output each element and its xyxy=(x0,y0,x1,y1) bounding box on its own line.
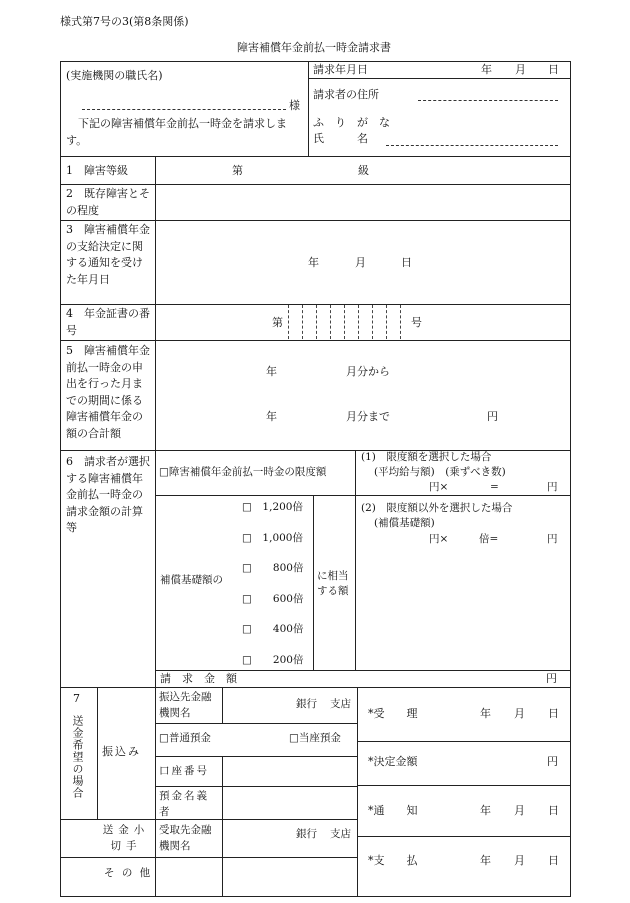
period-to-year[interactable]: 年 xyxy=(266,410,277,423)
org-name-field[interactable] xyxy=(82,109,286,110)
recv-bank-label: 受取先金融機関名 xyxy=(159,824,212,852)
bank-name-field[interactable]: 銀行 xyxy=(296,698,317,710)
row7-label: 送金希望の場合 xyxy=(71,715,84,799)
multiple-1000[interactable]: □ 1,000倍 xyxy=(242,532,303,544)
multiple-600[interactable]: □ 600倍 xyxy=(242,593,304,605)
case1-equals: = xyxy=(490,481,499,493)
multiple-200[interactable]: □ 200倍 xyxy=(242,654,304,666)
case1-sub: (平均給与額) (乗ずべき数) xyxy=(374,466,506,478)
period-from-month[interactable]: 月分から xyxy=(346,365,390,378)
notice-year[interactable]: 年 xyxy=(308,256,319,269)
equivalent-amount-label: に相当する額 xyxy=(317,570,349,597)
recv-branch-field[interactable]: 支店 xyxy=(330,828,351,840)
grade-kyu[interactable]: 級 xyxy=(358,164,369,177)
address-field[interactable] xyxy=(418,100,558,101)
grade-dai: 第 xyxy=(232,164,243,177)
toza-checkbox[interactable]: □当座預金 xyxy=(289,732,341,744)
holder-label: 預金名義者 xyxy=(159,790,209,818)
decision-yen[interactable]: 円 xyxy=(547,755,558,768)
request-date-label: 請求年月日 xyxy=(313,63,368,76)
row2-label: 2 既存障害とその程度 xyxy=(66,187,150,217)
multiple-400[interactable]: □ 400倍 xyxy=(242,623,304,635)
limit-option-checkbox[interactable]: □障害補償年金前払一時金の限度額 xyxy=(159,466,327,478)
name-field[interactable] xyxy=(386,145,558,146)
period-from-year[interactable]: 年 xyxy=(266,365,277,378)
other-label: そ の 他 xyxy=(104,867,153,879)
row4-label: 4 年金証書の番号 xyxy=(66,307,150,337)
multiple-800[interactable]: □ 800倍 xyxy=(242,562,304,574)
office-notice-label: *通 知 xyxy=(368,804,418,817)
case1-result-yen[interactable]: 円 xyxy=(547,481,558,493)
futsu-checkbox[interactable]: □普通預金 xyxy=(159,732,211,744)
payment-year[interactable]: 年 xyxy=(480,854,491,867)
period-total-yen[interactable]: 円 xyxy=(487,410,498,423)
case1-title: (1) 限度額を選択した場合 xyxy=(361,451,492,463)
org-label: (実施機関の職氏名) xyxy=(66,69,163,82)
case2-yen[interactable]: 円× xyxy=(429,533,449,545)
case2-title: (2) 限度額以外を選択した場合 xyxy=(361,502,513,514)
receipt-day[interactable]: 日 xyxy=(548,707,559,720)
cert-dai: 第 xyxy=(272,316,283,329)
request-statement: 下記の障害補償年金前払一時金を請求します。 xyxy=(66,117,287,147)
recv-bank-field[interactable]: 銀行 xyxy=(296,828,317,840)
claim-amount-label: 請 求 金 額 xyxy=(160,672,237,685)
case2-result-yen[interactable]: 円 xyxy=(547,533,558,545)
row5-label: 5 障害補償年金前払一時金の申出を行った月までの期間に係る障害補償年金の額の合計額 xyxy=(66,344,150,440)
notice-day[interactable]: 日 xyxy=(401,256,412,269)
receipt-year[interactable]: 年 xyxy=(480,707,491,720)
multiple-1200[interactable]: □ 1,200倍 xyxy=(242,501,303,513)
case2-multiple[interactable]: 倍= xyxy=(479,533,499,545)
page-title: 障害補償年金前払一時金請求書 xyxy=(237,41,391,54)
notice-month-office[interactable]: 月 xyxy=(514,804,525,817)
sama-label: 様 xyxy=(289,99,300,112)
request-date-month[interactable]: 月 xyxy=(515,63,526,76)
office-decision-label: *決定金額 xyxy=(368,755,418,768)
row1-label: 1 障害等級 xyxy=(66,164,128,177)
branch-name-field[interactable]: 支店 xyxy=(330,698,351,710)
account-number-label: 口座番号 xyxy=(159,765,209,777)
receipt-month[interactable]: 月 xyxy=(514,707,525,720)
notice-year-office[interactable]: 年 xyxy=(480,804,491,817)
office-payment-label: *支 払 xyxy=(368,854,418,867)
notice-month[interactable]: 月 xyxy=(355,256,366,269)
payment-month[interactable]: 月 xyxy=(514,854,525,867)
request-date-year[interactable]: 年 xyxy=(481,63,492,76)
claim-amount-yen[interactable]: 円 xyxy=(546,672,557,685)
notice-day-office[interactable]: 日 xyxy=(548,804,559,817)
name-label: 氏 名 xyxy=(313,132,368,145)
bank-label: 振込先金融機関名 xyxy=(159,691,212,719)
row7-number: 7 xyxy=(73,692,80,705)
office-receipt-label: *受 理 xyxy=(368,707,418,720)
case2-sub: (補償基礎額) xyxy=(374,517,435,529)
base-amount-label: 補償基礎額の xyxy=(160,574,223,586)
check-label: 送金小切手 xyxy=(102,824,150,852)
transfer-label: 振込み xyxy=(102,745,141,758)
row3-label: 3 障害補償年金の支給決定に関する通知を受けた年月日 xyxy=(66,223,150,286)
cert-go: 号 xyxy=(411,316,422,329)
form-number: 様式第7号の3(第8条関係) xyxy=(60,15,189,28)
furigana-label: ふ り が な xyxy=(313,116,390,129)
payment-day[interactable]: 日 xyxy=(548,854,559,867)
row6-label: 6 請求者が選択する障害補償年金前払一時金の請求金額の計算等 xyxy=(66,455,150,534)
address-label: 請求者の住所 xyxy=(313,88,379,101)
period-to-month[interactable]: 月分まで xyxy=(346,410,390,423)
request-date-day[interactable]: 日 xyxy=(548,63,559,76)
case1-yen[interactable]: 円× xyxy=(429,481,449,493)
